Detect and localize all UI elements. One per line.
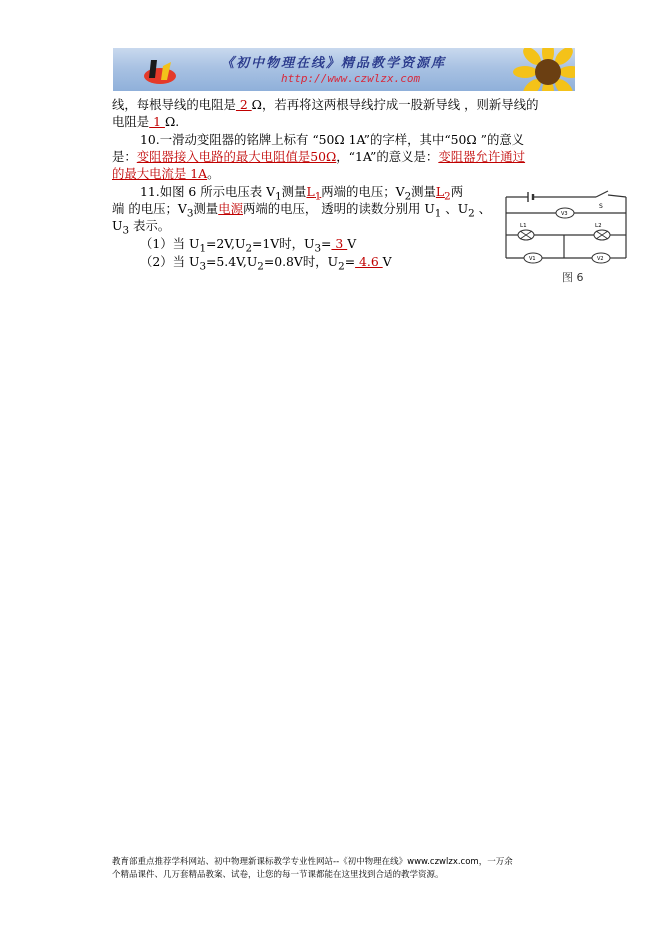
- q10-line1: 10.一滑动变阻器的铭牌上标有 “50Ω 1A”的字样，其中“50Ω ”的意义: [140, 132, 525, 147]
- q11-text: U: [112, 218, 123, 233]
- q11-sub: 2: [468, 207, 475, 220]
- lamp-l1: [518, 223, 534, 240]
- q11-sub: 3: [314, 242, 322, 255]
- q9-text: 电阻是: [112, 114, 150, 129]
- q11-text: 表示。: [129, 218, 171, 233]
- q9-text: Ω，若再将这两根导线拧成一股新导线 ，则新导线的: [251, 97, 539, 112]
- q10-answer2a: 变阻器允许通过: [438, 149, 526, 164]
- lamp-l2-label: L2: [595, 223, 602, 229]
- q11-text: 测量: [411, 184, 436, 199]
- banner-url[interactable]: http://www.czwlzx.com: [281, 72, 421, 85]
- q11-text: 11.如图 6 所示电压表 V: [140, 184, 276, 199]
- q11-sub: 3: [122, 224, 130, 237]
- q11-sub: 1: [434, 207, 442, 220]
- q11-part1-answer: 3: [331, 236, 348, 251]
- q11-answer1: [306, 184, 322, 203]
- q11-text: =: [321, 236, 332, 251]
- q11-text: 两: [450, 184, 464, 199]
- q11-text: =5.4V,U: [206, 254, 258, 269]
- q11-text: （2）当 U: [140, 254, 200, 269]
- site-logo-icon: [143, 56, 177, 86]
- q11-text: 两端的电压；V: [321, 184, 405, 199]
- q11-answer1-sub: 1: [314, 190, 322, 203]
- q11-text: 、: [474, 201, 492, 216]
- q11-answer2-text: L: [435, 184, 445, 199]
- q9-answer1: 2: [235, 97, 252, 112]
- q11-text: =: [344, 254, 356, 269]
- q11-sub: 3: [186, 207, 194, 220]
- q11-answer1-text: L: [306, 184, 315, 199]
- q11-text: V: [347, 236, 357, 251]
- q10-line2: [112, 148, 525, 165]
- q9-line1: [112, 96, 538, 113]
- q10-answer2b: 的最大电流是 1A: [112, 166, 208, 181]
- footer-line2: 个精品课件、几万套精品教案、试卷，让您的每一节课都能在这里找到合适的教学资源。: [112, 870, 444, 880]
- voltmeter-v2-label: V2: [597, 256, 604, 262]
- sunflower-icon: [513, 48, 575, 91]
- q11-text: =2V,U: [206, 236, 246, 251]
- banner-title: 《初中物理在线》精品教学资源库: [221, 56, 447, 71]
- battery-icon: [528, 192, 533, 202]
- q11-text: V: [382, 254, 392, 269]
- q9-text: 线，每根导线的电阻是: [112, 97, 236, 112]
- q11-text: 测量: [193, 201, 219, 216]
- q11-part2-answer: 4.6: [355, 254, 383, 269]
- q11-sub: 2: [338, 260, 345, 273]
- circuit-diagram: [496, 183, 636, 293]
- q9-line2: [112, 113, 179, 130]
- q11-text: =0.8V时，U: [263, 254, 339, 269]
- q11-answer2-sub: 2: [444, 190, 451, 203]
- q11-sub: 3: [199, 260, 207, 273]
- q9-answer2: 1: [149, 114, 165, 129]
- q11-sub: 2: [404, 190, 412, 203]
- q10-line3: [112, 165, 220, 182]
- q10-text: ，“1A”的意义是：: [336, 149, 439, 164]
- q11-sub: 1: [275, 190, 282, 203]
- q11-sub: 2: [257, 260, 264, 273]
- q11-sub: 2: [245, 242, 253, 255]
- voltmeter-v3-label: V3: [561, 211, 568, 217]
- q11-sub: 1: [199, 242, 207, 255]
- q11-text: （1）当 U: [140, 236, 200, 251]
- q11-text: 测量: [281, 184, 307, 199]
- voltmeter-v1-label: V1: [529, 256, 536, 262]
- q11-answer2: [435, 184, 451, 203]
- q10-answer1: 变阻器接入电路的最大电阻值是50Ω: [136, 149, 337, 164]
- figure-caption: 图 6: [562, 271, 584, 284]
- q11-answer3: 电源: [218, 201, 243, 216]
- lamp-l2: [594, 223, 610, 240]
- q10-text: 。: [207, 166, 220, 181]
- header-banner: [113, 48, 575, 91]
- q11-part2: [140, 253, 392, 275]
- q10-text: 是：: [112, 149, 137, 164]
- q11-text: 两端的电压， 透明的读数分别用 U: [242, 201, 435, 216]
- footer-line1: 教育部重点推荐学科网站、初中物理新课标教学专业性网站--《初中物理在线》www.czwlzx.com，一万余: [112, 857, 513, 867]
- voltmeter-v1: [524, 253, 542, 263]
- q11-text: 端 的电压；V: [112, 201, 187, 216]
- lamp-l1-label: L1: [520, 223, 527, 229]
- q11-text: 、U: [441, 201, 469, 216]
- voltmeter-v3: [556, 208, 574, 218]
- switch-label: S: [599, 203, 603, 210]
- page-footer: [112, 856, 513, 882]
- voltmeter-v2: [592, 253, 610, 263]
- q11-text: =1V时，U: [252, 236, 315, 251]
- q9-text: Ω.: [164, 114, 180, 129]
